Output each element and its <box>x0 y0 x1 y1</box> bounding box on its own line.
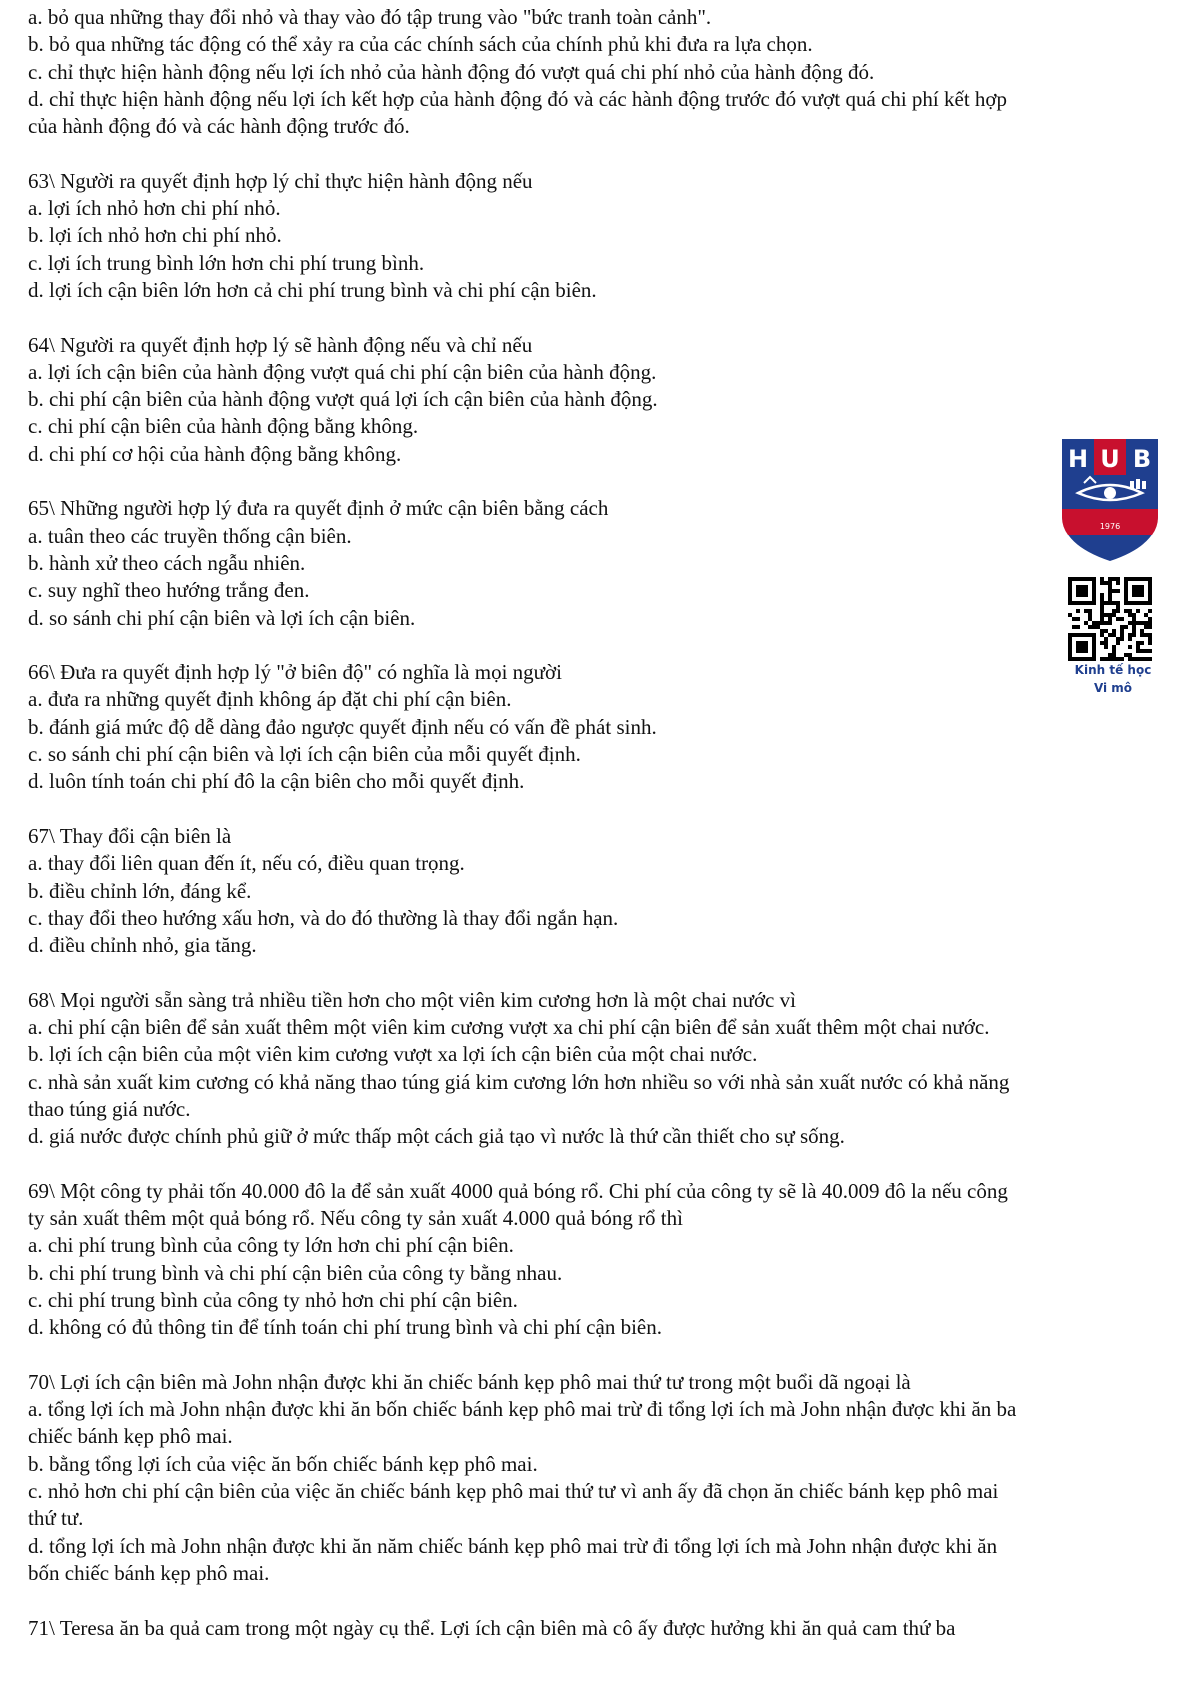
course-badge <box>1060 437 1170 707</box>
answer-line: ty sản xuất thêm một quả bóng rổ. Nếu công ty sản xuất 4.000 quả bóng rổ thì <box>28 1206 683 1231</box>
qr-code-icon <box>1068 577 1152 661</box>
question-stem-line: 70\ Lợi ích cận biên mà John nhận được khi ăn chiếc bánh kẹp phô mai thứ tư trong một buổi dã ngoại là <box>28 1369 911 1394</box>
blank-line <box>28 632 1168 659</box>
answer-line: d. không có đủ thông tin để tính toán chi phí trung bình và chi phí cận biên. <box>28 1315 662 1340</box>
answer-line: c. chi phí trung bình của công ty nhỏ hơn chi phí cận biên. <box>28 1287 518 1312</box>
badge-subtitle: Vi mô <box>1093 681 1133 695</box>
svg-text:B: B <box>1132 445 1152 473</box>
answer-line: d. lợi ích cận biên lớn hơn cả chi phí trung bình và chi phí cận biên. <box>28 277 597 302</box>
answer-line: c. nhà sản xuất kim cương có khả năng thao túng giá kim cương lớn hơn nhiều so với nhà sản xuất nước có khả năng <box>28 1069 1010 1094</box>
answer-line: d. luôn tính toán chi phí đô la cận biên cho mỗi quyết định. <box>28 769 525 794</box>
answer-line: b. lợi ích cận biên của một viên kim cương vượt xa lợi ích cận biên của một chai nước. <box>28 1042 758 1067</box>
answer-line: c. suy nghĩ theo hướng trắng đen. <box>28 578 310 603</box>
answer-line: d. so sánh chi phí cận biên và lợi ích cận biên. <box>28 605 416 630</box>
blank-line <box>28 1150 1168 1177</box>
answer-line: d. giá nước được chính phủ giữ ở mức thấp một cách giả tạo vì nước là thứ cần thiết cho sự sống. <box>28 1124 845 1149</box>
answer-line: c. so sánh chi phí cận biên và lợi ích cận biên của mỗi quyết định. <box>28 742 581 767</box>
answer-line: b. đánh giá mức độ dễ dàng đảo ngược quyết định nếu có vấn đề phát sinh. <box>28 714 657 739</box>
question-stem-line: 67\ Thay đổi cận biên là <box>28 823 232 848</box>
document-body <box>28 4 1168 1642</box>
blank-line <box>28 796 1168 823</box>
badge-title: Kinh tế học <box>1074 663 1152 677</box>
question-stem-line: 64\ Người ra quyết định hợp lý sẽ hành động nếu và chỉ nếu <box>28 332 533 357</box>
answer-line: c. chỉ thực hiện hành động nếu lợi ích nhỏ của hành động đó vượt quá chi phí nhỏ của hành động đó. <box>28 59 875 84</box>
answer-line: a. lợi ích cận biên của hành động vượt quá chi phí cận biên của hành động. <box>28 359 657 384</box>
hub-logo-icon <box>1060 437 1160 563</box>
svg-text:1976: 1976 <box>1099 522 1121 531</box>
answer-line: b. chi phí trung bình và chi phí cận biên của công ty bằng nhau. <box>28 1260 563 1285</box>
question-stem-line: 68\ Mọi người sẵn sàng trả nhiều tiền hơn cho một viên kim cương hơn là một chai nước vì <box>28 987 796 1012</box>
answer-line: a. lợi ích nhỏ hơn chi phí nhỏ. <box>28 196 281 221</box>
question-stem-line: 63\ Người ra quyết định hợp lý chỉ thực hiện hành động nếu <box>28 168 533 193</box>
answer-line: thứ tư. <box>28 1506 84 1531</box>
answer-line: a. tổng lợi ích mà John nhận được khi ăn bốn chiếc bánh kẹp phô mai trừ đi tổng lợi ích mà John nhận được khi ăn ba <box>28 1397 1017 1422</box>
answer-line: a. đưa ra những quyết định không áp đặt chi phí cận biên. <box>28 687 512 712</box>
blank-line <box>28 304 1168 331</box>
answer-line: a. chi phí trung bình của công ty lớn hơn chi phí cận biên. <box>28 1233 514 1258</box>
answer-line: d. tổng lợi ích mà John nhận được khi ăn năm chiếc bánh kẹp phô mai trừ đi tổng lợi ích mà John nhận được khi ăn <box>28 1533 998 1558</box>
answer-line: d. điều chỉnh nhỏ, gia tăng. <box>28 933 257 958</box>
answer-line: b. điều chỉnh lớn, đáng kể. <box>28 878 252 903</box>
question-stem-line: 71\ Teresa ăn ba quả cam trong một ngày cụ thể. Lợi ích cận biên mà cô ấy được hưởng khi ăn quả cam thứ ba <box>28 1615 956 1640</box>
question-stem-line: 66\ Đưa ra quyết định hợp lý "ở biên độ" có nghĩa là mọi người <box>28 660 562 685</box>
answer-line: b. hành xử theo cách ngẫu nhiên. <box>28 550 306 575</box>
blank-line <box>28 959 1168 986</box>
answer-line: c. chi phí cận biên của hành động bằng không. <box>28 414 419 439</box>
answer-line: bốn chiếc bánh kẹp phô mai. <box>28 1560 270 1585</box>
answer-line: b. bỏ qua những tác động có thể xảy ra của các chính sách của chính phủ khi đưa ra lựa chọn. <box>28 32 813 57</box>
svg-text:H: H <box>1067 445 1089 473</box>
answer-line: b. chi phí cận biên của hành động vượt quá lợi ích cận biên của hành động. <box>28 387 658 412</box>
answer-line: d. chi phí cơ hội của hành động bằng không. <box>28 441 402 466</box>
answer-line: b. bằng tổng lợi ích của việc ăn bốn chiếc bánh kẹp phô mai. <box>28 1451 538 1476</box>
svg-text:U: U <box>1100 445 1120 473</box>
answer-line: chiếc bánh kẹp phô mai. <box>28 1424 233 1449</box>
answer-line: b. lợi ích nhỏ hơn chi phí nhỏ. <box>28 223 282 248</box>
answer-line: của hành động đó và các hành động trước đó. <box>28 114 410 139</box>
answer-line: c. nhỏ hơn chi phí cận biên của việc ăn chiếc bánh kẹp phô mai thứ tư vì anh ấy đã chọn ăn chiếc bánh kẹp phô mai <box>28 1479 999 1504</box>
answer-line: a. tuân theo các truyền thống cận biên. <box>28 523 352 548</box>
answer-line: a. chi phí cận biên để sản xuất thêm một viên kim cương vượt xa chi phí cận biên để sản xuất thêm một chai nước. <box>28 1014 990 1039</box>
answer-line: c. thay đổi theo hướng xấu hơn, và do đó thường là thay đổi ngắn hạn. <box>28 905 619 930</box>
answer-line: a. thay đổi liên quan đến ít, nếu có, điều quan trọng. <box>28 851 465 876</box>
answer-line: c. lợi ích trung bình lớn hơn chi phí trung bình. <box>28 250 425 275</box>
blank-line <box>28 140 1168 167</box>
blank-line <box>28 1587 1168 1614</box>
answer-line: a. bỏ qua những thay đổi nhỏ và thay vào đó tập trung vào "bức tranh toàn cảnh". <box>28 5 712 29</box>
answer-line: thao túng giá nước. <box>28 1096 191 1121</box>
question-stem-line: 65\ Những người hợp lý đưa ra quyết định ở mức cận biên bằng cách <box>28 496 609 521</box>
blank-line <box>28 468 1168 495</box>
question-stem-line: 69\ Một công ty phải tốn 40.000 đô la để sản xuất 4000 quả bóng rổ. Chi phí của công ty sẽ là 40.009 đô la nếu công <box>28 1178 1008 1203</box>
answer-line: d. chỉ thực hiện hành động nếu lợi ích kết hợp của hành động đó và các hành động trước đó vượt quá chi phí kết hợp <box>28 86 1008 111</box>
blank-line <box>28 1342 1168 1369</box>
